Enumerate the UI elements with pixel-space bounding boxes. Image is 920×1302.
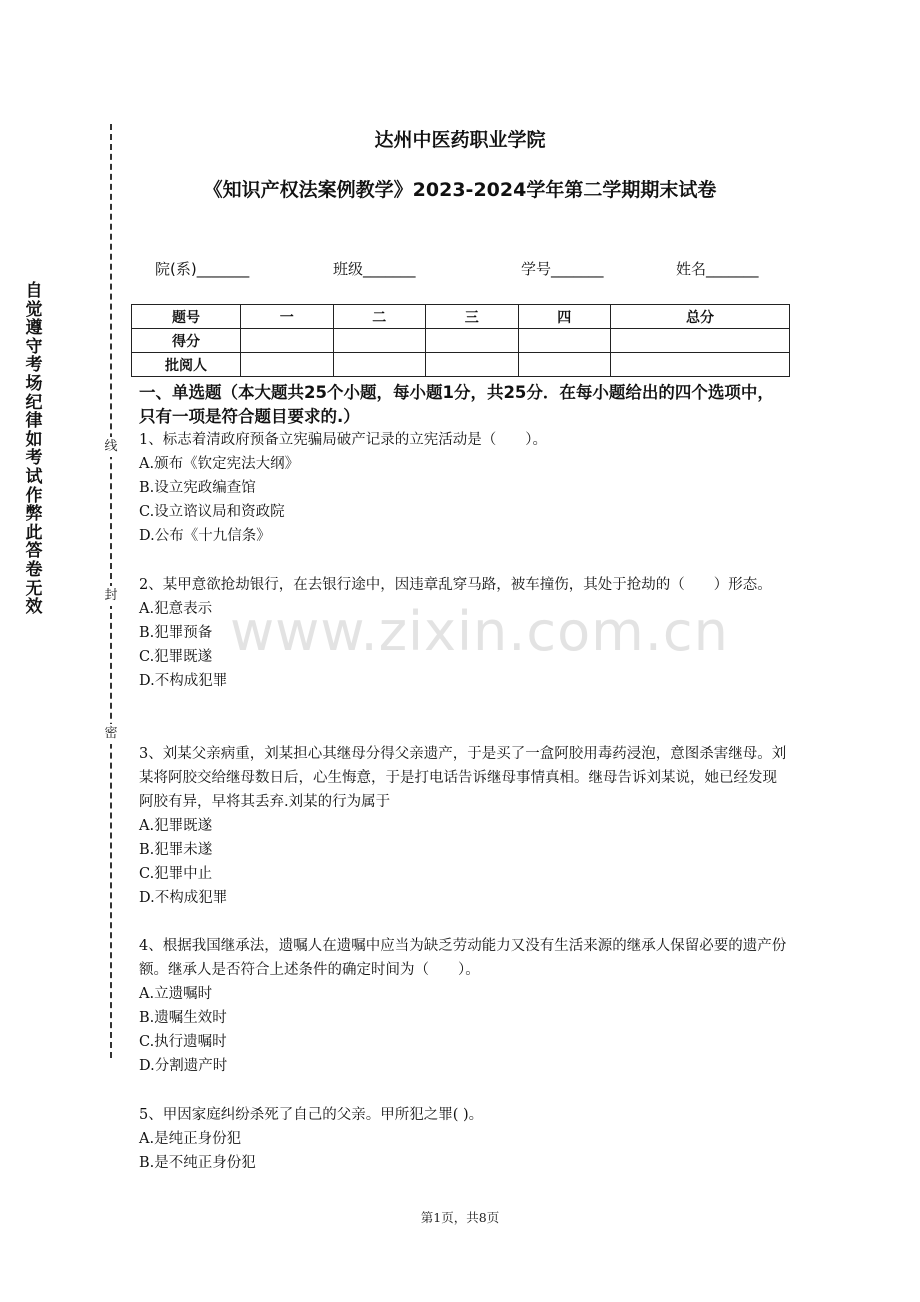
question-stem: 2、某甲意欲抢劫银行，在去银行途中，因违章乱穿马路，被车撞伤，其处于抢劫的（ ）形态。 [139, 577, 772, 593]
watermark: www.zixin.com.cn [230, 600, 729, 663]
score-table-header-cell: 总分 [611, 305, 790, 329]
reviewer-cell[interactable] [241, 353, 334, 377]
reviewer-cell[interactable] [333, 353, 426, 377]
seal-char-mi: 密 [102, 724, 120, 744]
option-b[interactable]: B.犯罪未遂 [139, 842, 213, 858]
seal-char-xian: 线 [102, 437, 120, 457]
score-row-label: 得分 [132, 329, 241, 353]
option-a[interactable]: A.犯罪既遂 [139, 818, 213, 834]
page-footer: 第1页，共8页 [420, 1210, 500, 1225]
option-b[interactable]: B.是不纯正身份犯 [139, 1155, 256, 1171]
question-1 [139, 428, 789, 548]
option-c[interactable]: C.执行遗嘱时 [139, 1034, 227, 1050]
score-table-header-cell: 题号 [132, 305, 241, 329]
score-cell[interactable] [426, 329, 519, 353]
score-row [132, 329, 790, 353]
question-stem: 5、甲因家庭纠纷杀死了自己的父亲。甲所犯之罪( )。 [139, 1107, 484, 1123]
question-stem: 1、标志着清政府预备立宪骗局破产记录的立宪活动是（ ）。 [139, 432, 547, 448]
seal-char-feng: 封 [102, 586, 120, 606]
score-cell[interactable] [611, 329, 790, 353]
exam-title: 《知识产权法案例教学》2023-2024学年第二学期期末试卷 [203, 179, 717, 201]
score-cell[interactable] [518, 329, 611, 353]
reviewer-cell[interactable] [426, 353, 519, 377]
reviewer-row-label: 批阅人 [132, 353, 241, 377]
score-table-header-cell: 三 [426, 305, 519, 329]
class-field: 班级_______ [333, 260, 416, 278]
department-field: 院(系)_______ [155, 260, 250, 278]
reviewer-row [132, 353, 790, 377]
score-cell[interactable] [333, 329, 426, 353]
question-3 [139, 742, 789, 910]
option-c[interactable]: C.犯罪中止 [139, 866, 213, 882]
option-b[interactable]: B.遗嘱生效时 [139, 1010, 227, 1026]
exam-discipline-notice: 自觉遵守考场纪律如考试作弊此答卷无效 [25, 281, 43, 618]
option-d[interactable]: D.不构成犯罪 [139, 673, 228, 689]
reviewer-cell[interactable] [611, 353, 790, 377]
name-field: 姓名_______ [676, 260, 759, 278]
option-c[interactable]: C.犯罪既遂 [139, 649, 213, 665]
student-id-field: 学号_______ [521, 260, 604, 278]
option-a[interactable]: A.犯意表示 [139, 601, 213, 617]
section-heading: 一、单选题（本大题共25个小题，每小题1分，共25分．在每小题给出的四个选项中，只有一项是符合题目要求的.） [139, 383, 774, 426]
reviewer-cell[interactable] [518, 353, 611, 377]
option-d[interactable]: D.不构成犯罪 [139, 890, 228, 906]
option-c[interactable]: C.设立谘议局和资政院 [139, 504, 285, 520]
option-b[interactable]: B.犯罪预备 [139, 625, 213, 641]
question-stem: 3、刘某父亲病重，刘某担心其继母分得父亲遗产，于是买了一盒阿胶用毒药浸泡，意图杀害继母。刘某将阿胶交给继母数日后，心生悔意，于是打电话告诉继母事情真相。继母告诉刘某说，她已经发现阿胶有异，早将其丢弃.刘某的行为属于 [139, 746, 787, 810]
option-a[interactable]: A.立遗嘱时 [139, 986, 213, 1002]
score-table-header-row [132, 305, 790, 329]
score-table [131, 304, 790, 377]
score-table-header-cell: 一 [241, 305, 334, 329]
score-table-header-cell: 二 [333, 305, 426, 329]
score-cell[interactable] [241, 329, 334, 353]
option-d[interactable]: D.分割遗产时 [139, 1058, 228, 1074]
score-table-header-cell: 四 [518, 305, 611, 329]
option-a[interactable]: A.颁布《钦定宪法大纲》 [139, 456, 300, 472]
school-name: 达州中医药职业学院 [374, 129, 546, 151]
option-d[interactable]: D.公布《十九信条》 [139, 528, 271, 544]
question-2 [139, 573, 789, 693]
question-5 [139, 1103, 789, 1175]
question-stem: 4、根据我国继承法，遗嘱人在遗嘱中应当为缺乏劳动能力又没有生活来源的继承人保留必要的遗产份额。继承人是否符合上述条件的确定时间为（ ）。 [139, 938, 787, 978]
option-b[interactable]: B.设立宪政编查馆 [139, 480, 256, 496]
question-4 [139, 934, 789, 1078]
option-a[interactable]: A.是纯正身份犯 [139, 1131, 242, 1147]
